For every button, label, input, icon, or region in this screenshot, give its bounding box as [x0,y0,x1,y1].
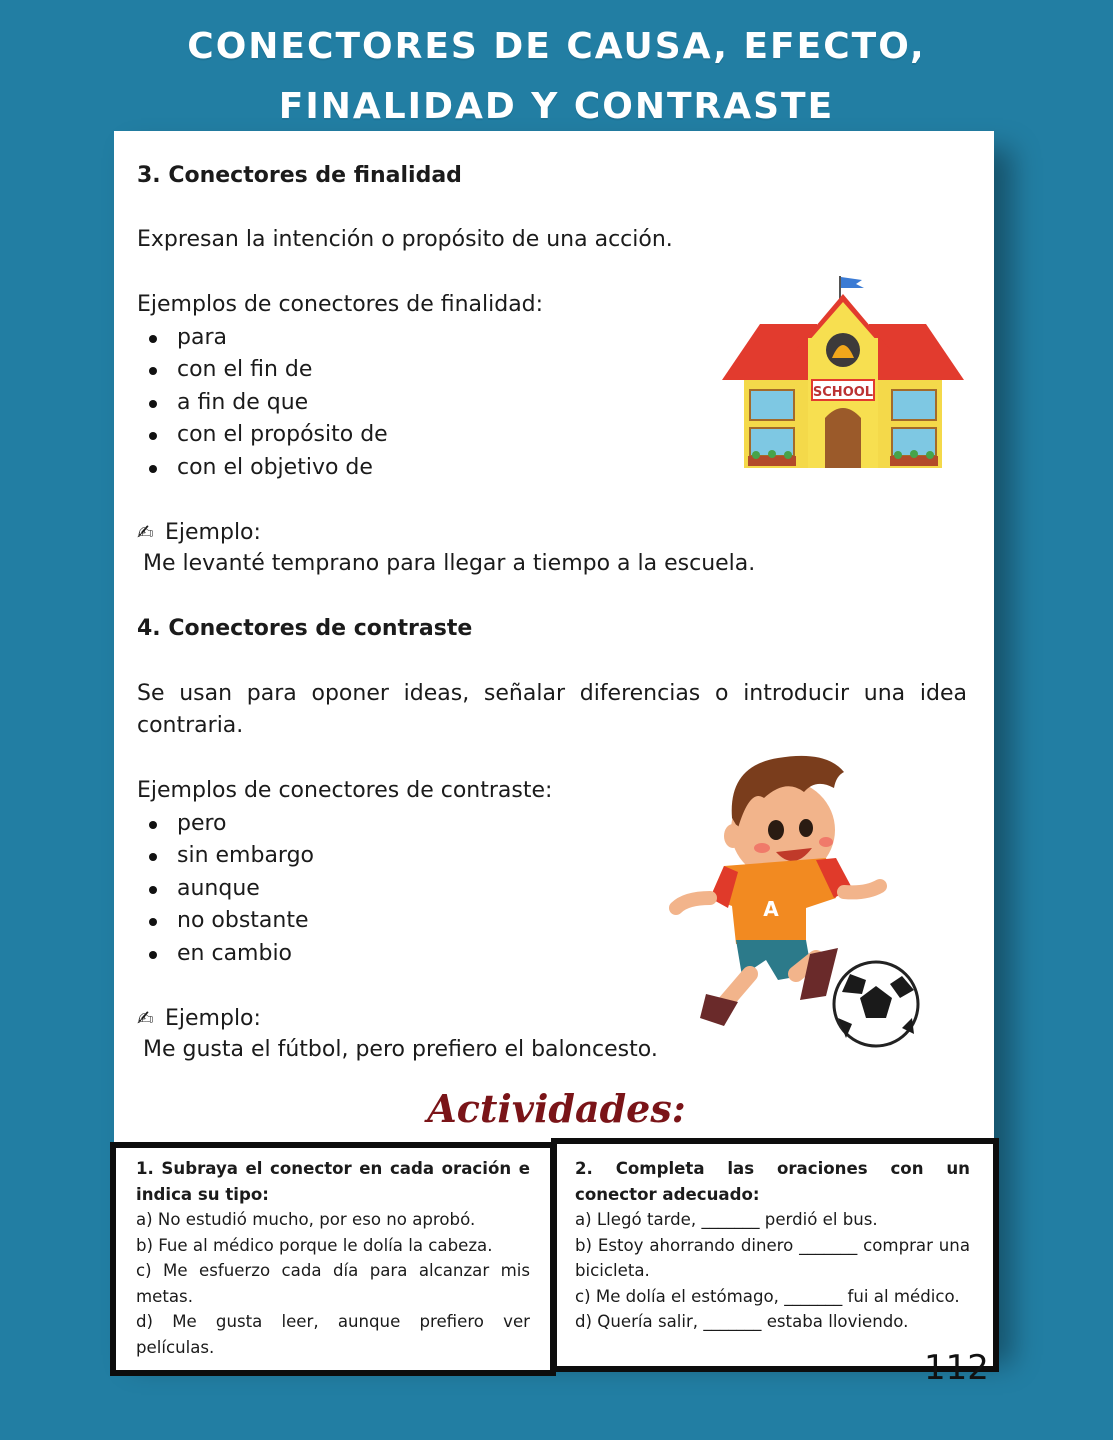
list-item: aunque [140,873,314,905]
section-4-heading: 4. Conectores de contraste [137,616,473,641]
list-item: a fin de que [140,387,388,419]
page-number: 112 [924,1348,989,1388]
list-item: no obstante [140,905,314,937]
list-item: sin embargo [140,840,314,872]
section-4-example-label-row [137,1002,261,1035]
list-item: en cambio [140,938,314,970]
activity-1-item-b: b) Fue al médico porque le dolía la cabeza. [136,1235,493,1255]
section-3-connector-list [140,322,388,484]
activity-1-item-a: a) No estudió mucho, por eso no aprobó. [136,1210,476,1229]
section-4-example-text: Me gusta el fútbol, pero prefiero el baloncesto. [143,1037,658,1062]
activity-2-item-b: b) Estoy ahorrando dinero _______ comprar una bicicleta. [575,1235,970,1280]
activity-1-item-d: d) Me gusta leer, aunque prefiero ver películas. [136,1312,530,1357]
list-item: con el propósito de [140,419,388,451]
section-4-examples-intro: Ejemplos de conectores de contraste: [137,778,553,803]
example-label: Ejemplo: [165,1006,261,1031]
activity-box-2 [551,1138,999,1372]
section-3-example-label-row [137,516,261,549]
section-3-heading: 3. Conectores de finalidad [137,163,462,188]
school-illustration [722,272,964,472]
activity-1-question: 1. Subraya el conector en cada oración e indica su tipo: [136,1159,530,1204]
section-3-example-text: Me levanté temprano para llegar a tiempo a la escuela. [143,551,756,576]
activity-1-content [136,1156,530,1360]
boy-soccer-illustration [666,748,926,1048]
shirt-letter: A [763,897,779,921]
activity-1-item-c: c) Me esfuerzo cada día para alcanzar mis metas. [136,1261,530,1306]
section-4-connector-list [140,808,314,970]
list-item: para [140,322,388,354]
section-3-examples-intro: Ejemplos de conectores de finalidad: [137,292,544,317]
activity-2-content [575,1156,970,1335]
activity-box-1 [110,1142,556,1376]
writing-hand-icon: ✍ [137,1006,154,1030]
school-sign-text: SCHOOL [812,385,874,400]
section-3-definition: Expresan la intención o propósito de una acción. [137,227,673,252]
writing-hand-icon: ✍ [137,520,154,544]
page-title-line-1: CONECTORES DE CAUSA, EFECTO, [187,26,926,67]
example-label: Ejemplo: [165,520,261,545]
list-item: con el fin de [140,354,388,386]
list-item: pero [140,808,314,840]
activity-2-item-c: c) Me dolía el estómago, _______ fui al médico. [575,1286,960,1306]
activity-2-item-a: a) Llegó tarde, _______ perdió el bus. [575,1210,878,1229]
section-4-definition: Se usan para oponer ideas, señalar diferencias o introducir una idea contraria. [137,681,967,738]
activity-2-question: 2. Completa las oraciones con un conector adecuado: [575,1159,970,1204]
activities-title: Actividades: [427,1086,686,1131]
list-item: con el objetivo de [140,452,388,484]
activity-2-item-d: d) Quería salir, _______ estaba lloviendo. [575,1312,909,1331]
page-title-line-2: FINALIDAD Y CONTRASTE [278,86,835,127]
